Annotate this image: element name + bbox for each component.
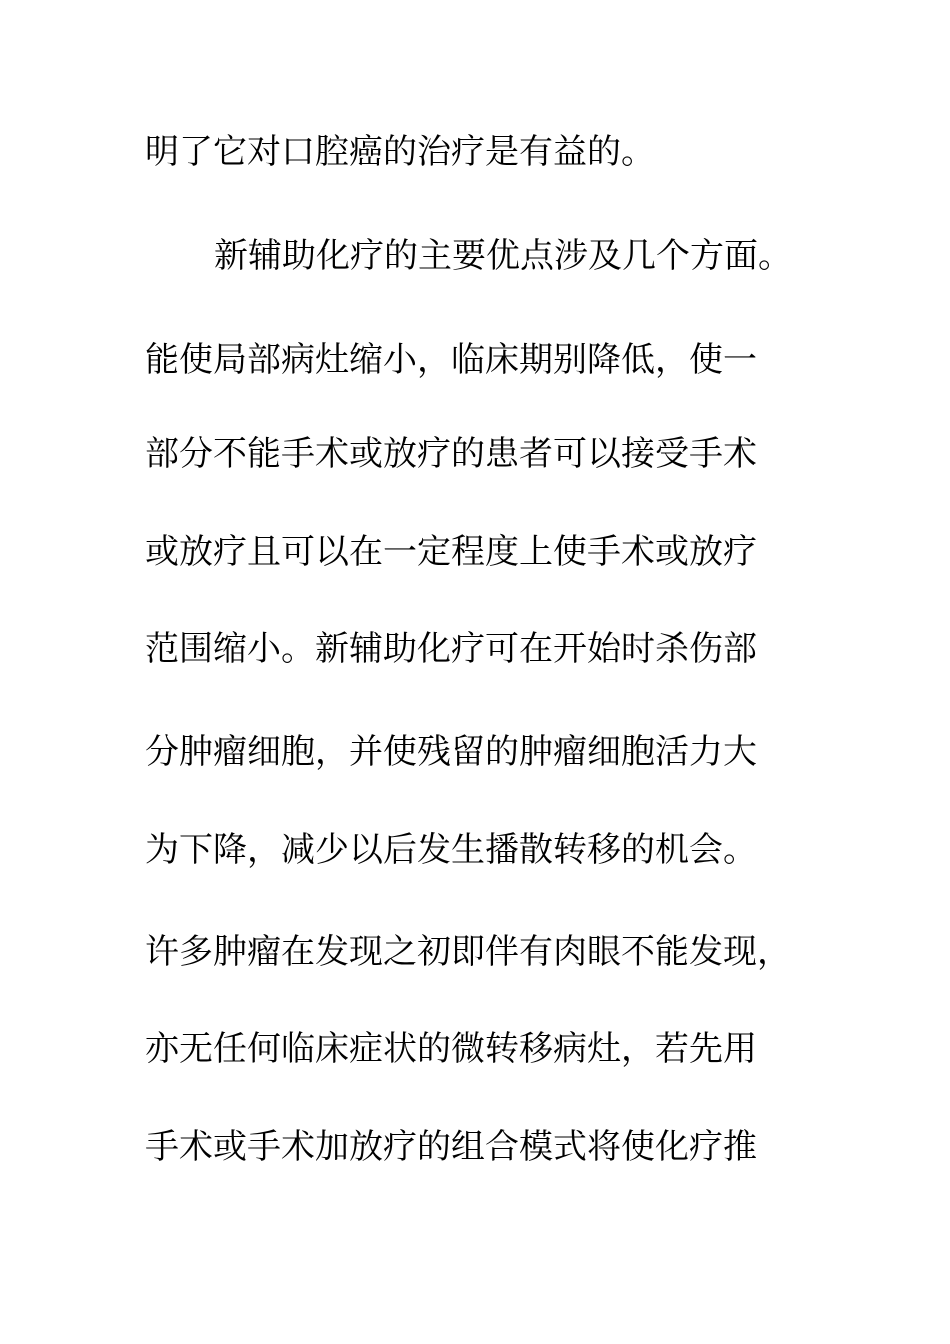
text-line: 为下降，减少以后发生播散转移的机会。 — [145, 830, 757, 870]
text-line: 范围缩小。新辅助化疗可在开始时杀伤部 — [145, 629, 757, 669]
text-line: 部分不能手术或放疗的患者可以接受手术 — [145, 434, 757, 474]
text-line: 明了它对口腔癌的治疗是有益的。 — [145, 132, 655, 172]
text-line: 或放疗且可以在一定程度上使手术或放疗 — [145, 532, 757, 572]
paragraph-first-line: 新辅助化疗的主要优点涉及几个方面。 — [214, 236, 792, 276]
text-line: 能使局部病灶缩小，临床期别降低，使一 — [145, 340, 757, 380]
text-line: 亦无任何临床症状的微转移病灶，若先用 — [145, 1029, 757, 1069]
text-line: 许多肿瘤在发现之初即伴有肉眼不能发现， — [145, 932, 791, 972]
text-line: 手术或手术加放疗的组合模式将使化疗推 — [145, 1127, 757, 1167]
text-line: 分肿瘤细胞，并使残留的肿瘤细胞活力大 — [145, 732, 757, 772]
